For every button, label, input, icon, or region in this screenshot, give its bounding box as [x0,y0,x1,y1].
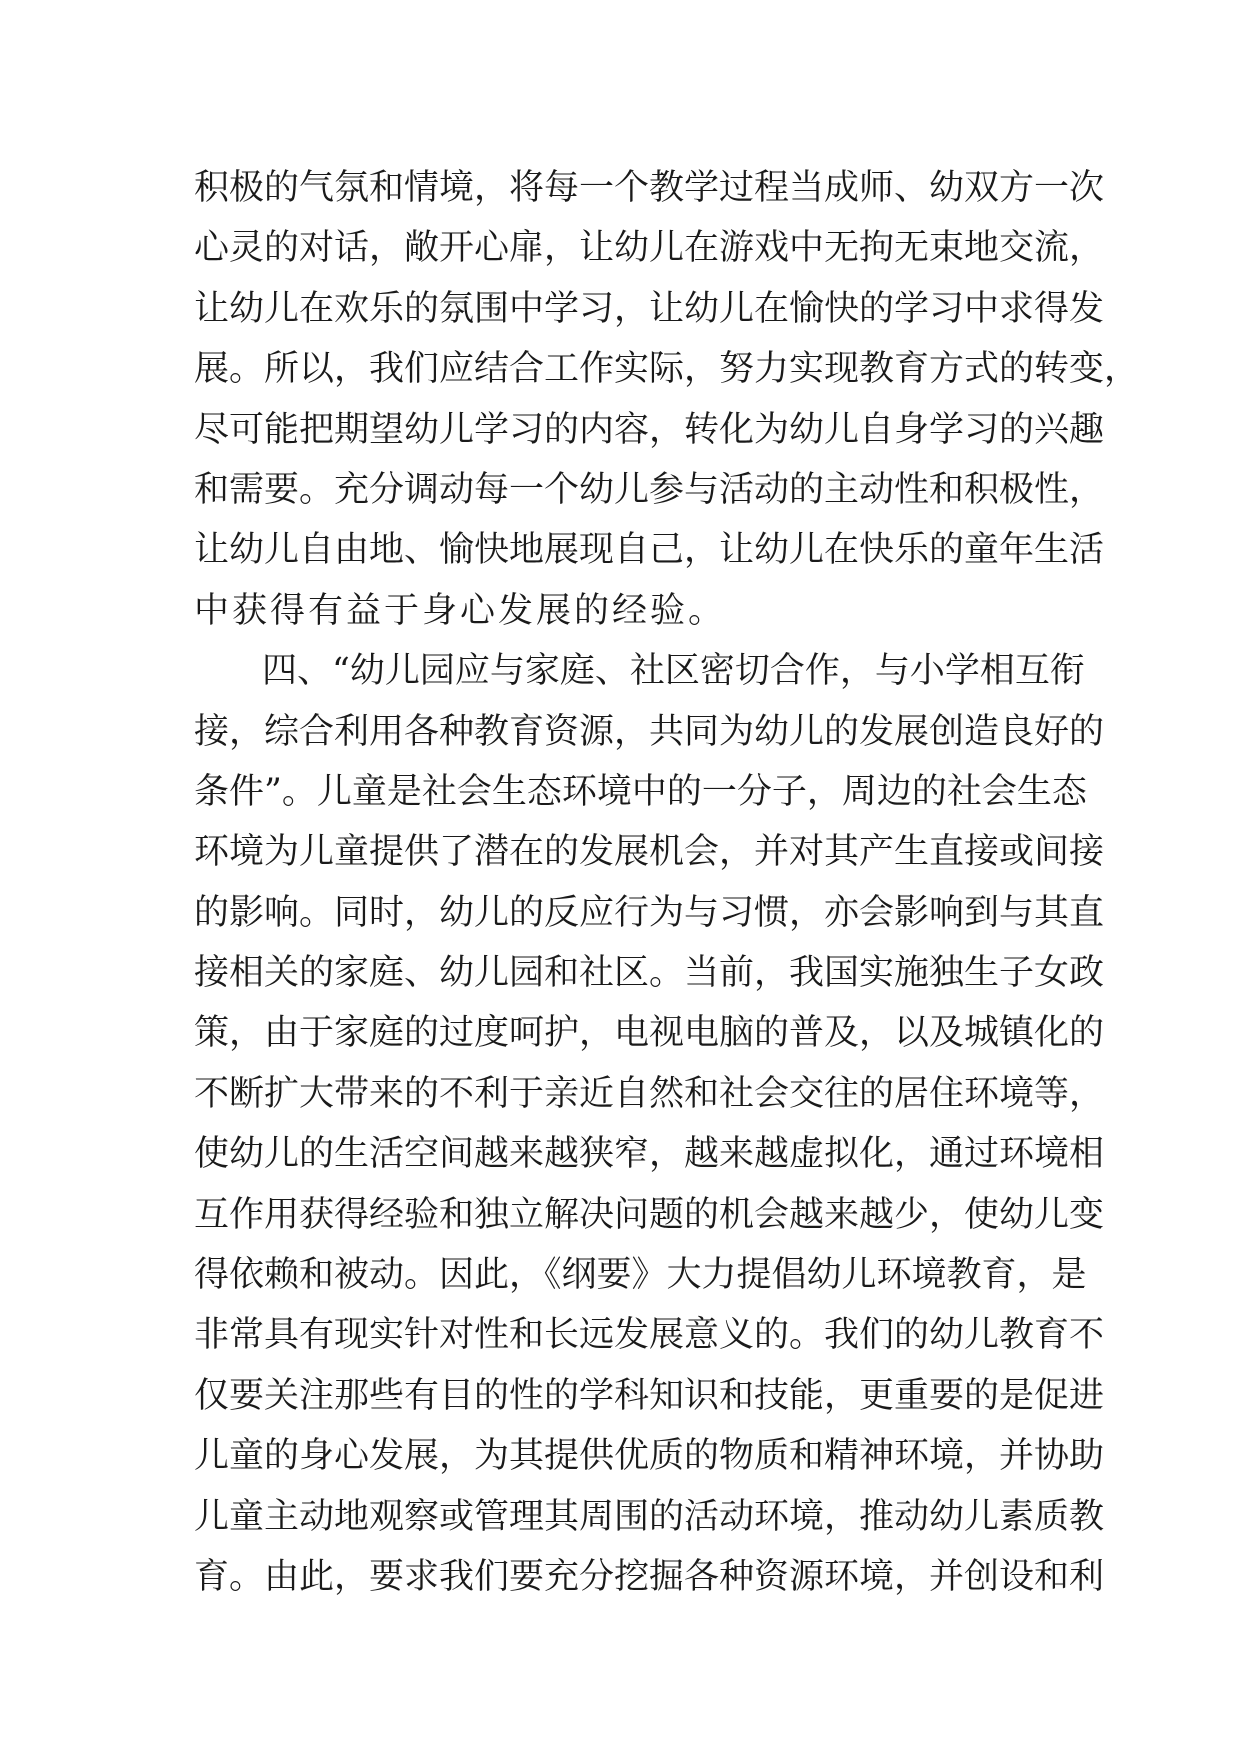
text-line: 得依赖和被动。因此，《纲要》大力提倡幼儿环境教育，是 [194,1255,1087,1296]
section-four-first-line: 四、“幼儿园应与家庭、社区密切合作，与小学相互衔 [262,651,1085,692]
text-line: 心灵的对话，敞开心扉，让幼儿在游戏中无拘无束地交流， [194,228,1105,269]
text-line: 互作用获得经验和独立解决问题的机会越来越少，使幼儿变 [194,1194,1105,1235]
text-line: 不断扩大带来的不利于亲近自然和社会交往的居住环境等， [194,1073,1105,1114]
text-line: 积极的气氛和情境，将每一个教学过程当成师、幼双方一次 [194,168,1105,208]
text-line: 尽可能把期望幼儿学习的内容，转化为幼儿自身学习的兴趣 [194,409,1105,450]
text-line: 展。所以，我们应结合工作实际，努力实现教育方式的转变， [194,349,1140,390]
text-line: 和需要。充分调动每一个幼儿参与活动的主动性和积极性， [194,469,1105,510]
text-line: 让幼儿自由地、愉快地展现自己，让幼儿在快乐的童年生活 [194,530,1105,571]
text-line: 仅要关注那些有目的性的学科知识和技能，更重要的是促进 [194,1375,1105,1416]
text-line: 使幼儿的生活空间越来越狭窄，越来越虚拟化，通过环境相 [194,1134,1105,1175]
paragraph-end-line: 中获得有益于身心发展的经验。 [194,590,727,631]
text-line: 育。由此，要求我们要充分挖掘各种资源环境，并创设和利 [194,1556,1105,1597]
text-line: 接相关的家庭、幼儿园和社区。当前，我国实施独生子女政 [194,953,1105,994]
text-line: 让幼儿在欢乐的氛围中学习，让幼儿在愉快的学习中求得发 [194,288,1105,329]
text-line: 儿童主动地观察或管理其周围的活动环境，推动幼儿素质教 [194,1496,1105,1537]
text-line: 接，综合利用各种教育资源，共同为幼儿的发展创造良好的 [194,711,1105,752]
body-text [194,158,1140,1607]
text-line: 非常具有现实针对性和长远发展意义的。我们的幼儿教育不 [194,1315,1105,1356]
text-line: 环境为儿童提供了潜在的发展机会，并对其产生直接或间接 [194,832,1105,873]
text-line: 的影响。同时，幼儿的反应行为与习惯，亦会影响到与其直 [194,892,1105,933]
text-line: 条件”。儿童是社会生态环境中的一分子，周边的社会生态 [194,771,1087,812]
text-line: 儿童的身心发展，为其提供优质的物质和精神环境，并协助 [194,1436,1105,1477]
text-line: 策，由于家庭的过度呵护，电视电脑的普及，以及城镇化的 [194,1013,1105,1054]
